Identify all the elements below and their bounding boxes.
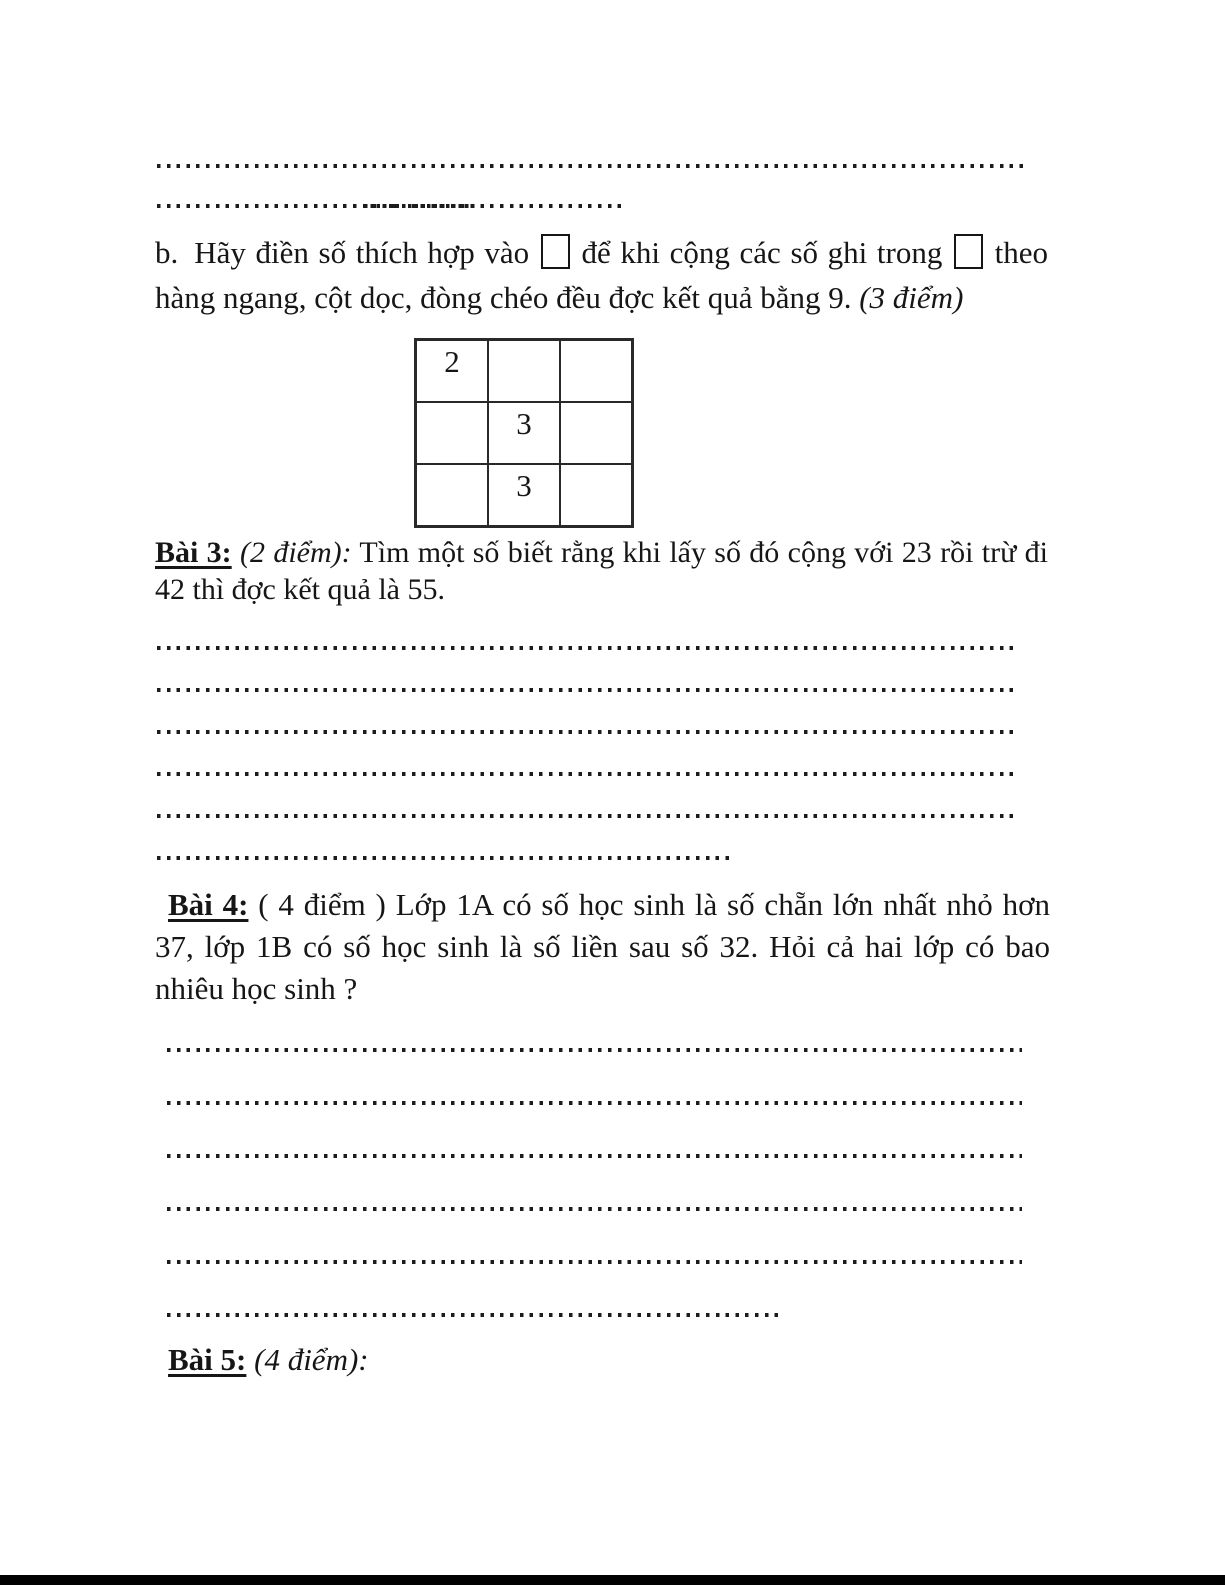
empty-box-icon: [541, 234, 570, 269]
bai4-answer-lines: [167, 1048, 1022, 1366]
problem-bai5: [168, 1342, 369, 1378]
answer-dotted-line: [157, 772, 1013, 776]
question-b-text1: Hãy điền số thích hợp vào: [194, 235, 530, 270]
grid-cell: [560, 464, 633, 527]
answer-dotted-line: [157, 856, 735, 860]
magic-square-grid: [414, 338, 634, 528]
problem-bai4: [155, 884, 1050, 1010]
bai4-text1: Lớp 1A có số học sinh là số chẵn lớn nhất nhỏ hơn: [395, 887, 1051, 922]
magic-square-table: [414, 338, 634, 528]
grid-cell: [416, 464, 489, 527]
bai5-points: (4 điểm):: [254, 1342, 369, 1377]
question-b-line1: [155, 230, 1048, 275]
table-row: [416, 402, 633, 464]
question-b-line2: [155, 275, 1048, 320]
bai4-line1: [155, 884, 1050, 926]
bai3-answer-lines: [157, 646, 1013, 898]
empty-box-icon: [954, 234, 983, 269]
bai4-title: Bài 4:: [168, 887, 249, 922]
answer-dotted-line: [157, 814, 1013, 818]
grid-cell: [488, 340, 560, 403]
answer-dotted-line: [167, 1101, 1022, 1105]
question-b-text2: để khi cộng các số ghi trong: [581, 235, 943, 270]
grid-cell: 2: [416, 340, 489, 403]
question-b-points: (3 điểm): [859, 280, 964, 315]
grid-cell: [560, 340, 633, 403]
answer-dotted-line: [167, 1313, 778, 1317]
question-b-text4: hàng ngang, cột dọc, đòng chéo đều đợc kết quả bằng 9.: [155, 280, 852, 315]
grid-cell: 3: [488, 402, 560, 464]
grid-cell: [416, 402, 489, 464]
answer-dotted-line: [167, 1154, 1022, 1158]
table-row: [416, 464, 633, 527]
grid-cell: 3: [488, 464, 560, 527]
grid-cell: [560, 402, 633, 464]
answer-dotted-line: [167, 1048, 1022, 1052]
bai3-points: (2 điểm):: [240, 536, 352, 569]
scan-edge-bar: [0, 1575, 1225, 1585]
bai3-title: Bài 3:: [155, 536, 232, 569]
answer-dotted-line: [157, 646, 1013, 650]
question-b-label: b.: [155, 235, 179, 270]
answer-dotted-line: [157, 730, 1013, 734]
bai4-line3: nhiêu học sinh ?: [155, 971, 358, 1006]
answer-dotted-line: [167, 1207, 1022, 1211]
bai3-line1: [155, 534, 1048, 571]
bai4-points: ( 4 điểm ): [258, 887, 386, 922]
answer-dotted-line: [167, 1260, 1022, 1264]
answer-dotted-line: [157, 688, 1013, 692]
table-row: [416, 340, 633, 403]
bai4-line2: 37, lớp 1B có số học sinh là số liền sau số 32. Hỏi cả hai lớp có bao: [155, 929, 1050, 964]
answer-dotted-line: [157, 204, 626, 208]
bai3-line2: 42 thì đợc kết quả là 55.: [155, 573, 445, 606]
problem-bai3: [155, 534, 1048, 608]
question-b: [155, 230, 1048, 320]
answer-dotted-line: [157, 164, 1025, 168]
bai3-text1: Tìm một số biết rằng khi lấy số đó cộng với 23 rồi trừ đi: [359, 536, 1049, 569]
question-b-text3: theo: [994, 235, 1048, 270]
bai5-title: Bài 5:: [168, 1342, 247, 1377]
